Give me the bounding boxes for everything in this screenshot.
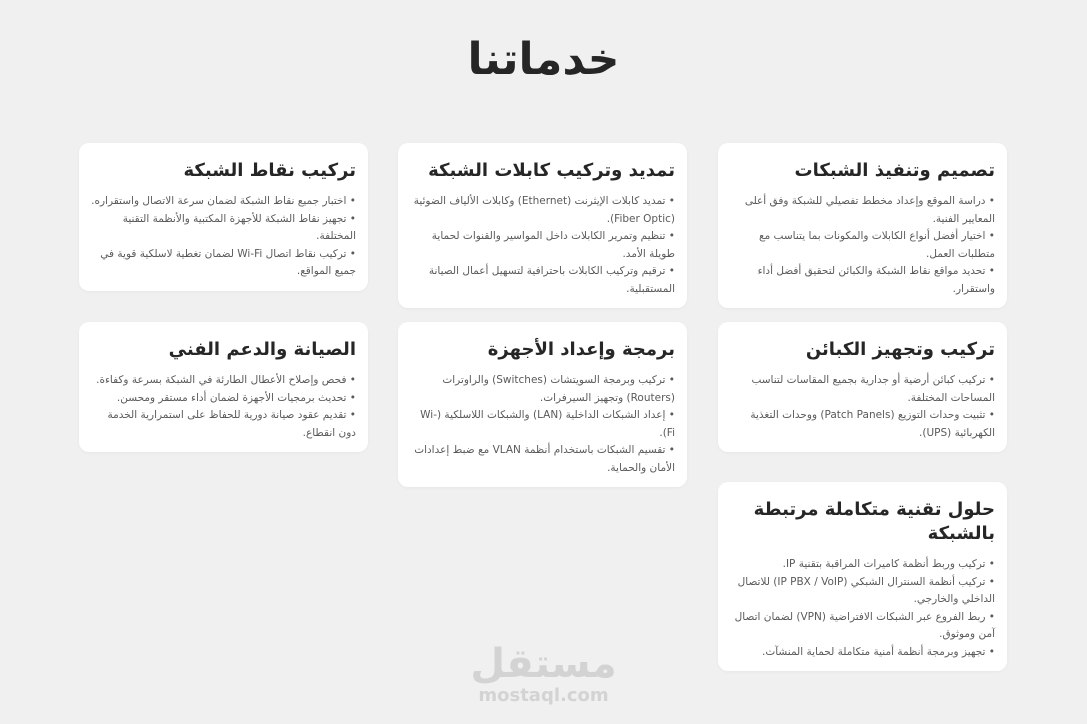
service-card-title: تركيب وتجهيز الكبائن [805, 339, 995, 360]
service-card-title: تصميم وتنفيذ الشبكات [794, 160, 995, 181]
list-item: • تنظيم وتمرير الكابلات داخل المواسير والقنوات لحماية طويلة الأمد. [410, 228, 675, 263]
list-item: • تحديث برمجيات الأجهزة لضمان أداء مستقر ومحسن. [91, 390, 356, 408]
list-item: • تقديم عقود صيانة دورية للحفاظ على استمرارية الخدمة دون انقطاع. [91, 407, 356, 442]
service-card-title: برمجة وإعداد الأجهزة [487, 339, 675, 360]
watermark-url: mostaql.com [478, 685, 609, 706]
service-card-title: الصيانة والدعم الفني [168, 339, 356, 360]
list-item: • ربط الفروع عبر الشبكات الافتراضية (VPN) لضمان اتصال آمن وموثوق. [730, 609, 995, 644]
service-card-maintenance-support [79, 322, 368, 452]
list-item: • تثبيت وحدات التوزيع (Patch Panels) ووحدات التغذية الكهربائية (UPS). [730, 407, 995, 442]
service-card-cabling [398, 143, 687, 308]
list-item: • تركيب وبرمجة السويتشات (Switches) والراوترات (Routers) وتجهيز السيرفرات. [410, 372, 675, 407]
list-item: • تجهيز وبرمجة أنظمة أمنية متكاملة لحماية المنشآت. [730, 644, 995, 662]
watermark-logo: مستقل [470, 641, 617, 687]
service-card-list [730, 372, 995, 442]
list-item: • اختبار جميع نقاط الشبكة لضمان سرعة الاتصال واستقراره. [91, 193, 356, 211]
list-item: • اختيار أفضل أنواع الكابلات والمكونات بما يتناسب مع متطلبات العمل. [730, 228, 995, 263]
list-item: • فحص وإصلاح الأعطال الطارئة في الشبكة بسرعة وكفاءة. [91, 372, 356, 390]
list-item: • تركيب كبائن أرضية أو جدارية بجميع المقاسات لتناسب المساحات المختلفة. [730, 372, 995, 407]
list-item: • تركيب وربط أنظمة كاميرات المراقبة بتقنية IP. [730, 556, 995, 574]
list-item: • تمديد كابلات الإيثرنت (Ethernet) وكابلات الألياف الضوئية (Fiber Optic). [410, 193, 675, 228]
page-title: خدماتنا [467, 34, 620, 85]
list-item: • دراسة الموقع وإعداد مخطط تفصيلي للشبكة وفق أعلى المعايير الفنية. [730, 193, 995, 228]
list-item: • إعداد الشبكات الداخلية (LAN) والشبكات اللاسلكية (Wi-Fi). [410, 407, 675, 442]
list-item: • تقسيم الشبكات باستخدام أنظمة VLAN مع ضبط إعدادات الأمان والحماية. [410, 442, 675, 477]
service-card-title: تركيب نقاط الشبكة [183, 160, 356, 181]
service-card-list [730, 193, 995, 298]
service-card-list [410, 372, 675, 477]
service-card-network-points [79, 143, 368, 291]
service-card-list [91, 193, 356, 281]
service-card-title: تمديد وتركيب كابلات الشبكة [428, 160, 675, 181]
service-card-list [91, 372, 356, 442]
service-card-device-configuration [398, 322, 687, 487]
list-item: • تركيب أنظمة السنترال الشبكي (IP PBX / VoIP) للاتصال الداخلي والخارجي. [730, 574, 995, 609]
list-item: • تحديد مواقع نقاط الشبكة والكبائن لتحقيق أفضل أداء واستقرار. [730, 263, 995, 298]
service-card-network-design [718, 143, 1007, 308]
service-card-title: حلول تقنية متكاملة مرتبطة بالشبكة [753, 499, 995, 544]
list-item: • تركيب نقاط اتصال Wi-Fi لضمان تغطية لاسلكية قوية في جميع المواقع. [91, 246, 356, 281]
list-item: • تجهيز نقاط الشبكة للأجهزة المكتبية والأنظمة التقنية المختلفة. [91, 211, 356, 246]
service-card-cabinets [718, 322, 1007, 452]
service-card-list [410, 193, 675, 298]
list-item: • ترقيم وتركيب الكابلات باحترافية لتسهيل أعمال الصيانة المستقبلية. [410, 263, 675, 298]
